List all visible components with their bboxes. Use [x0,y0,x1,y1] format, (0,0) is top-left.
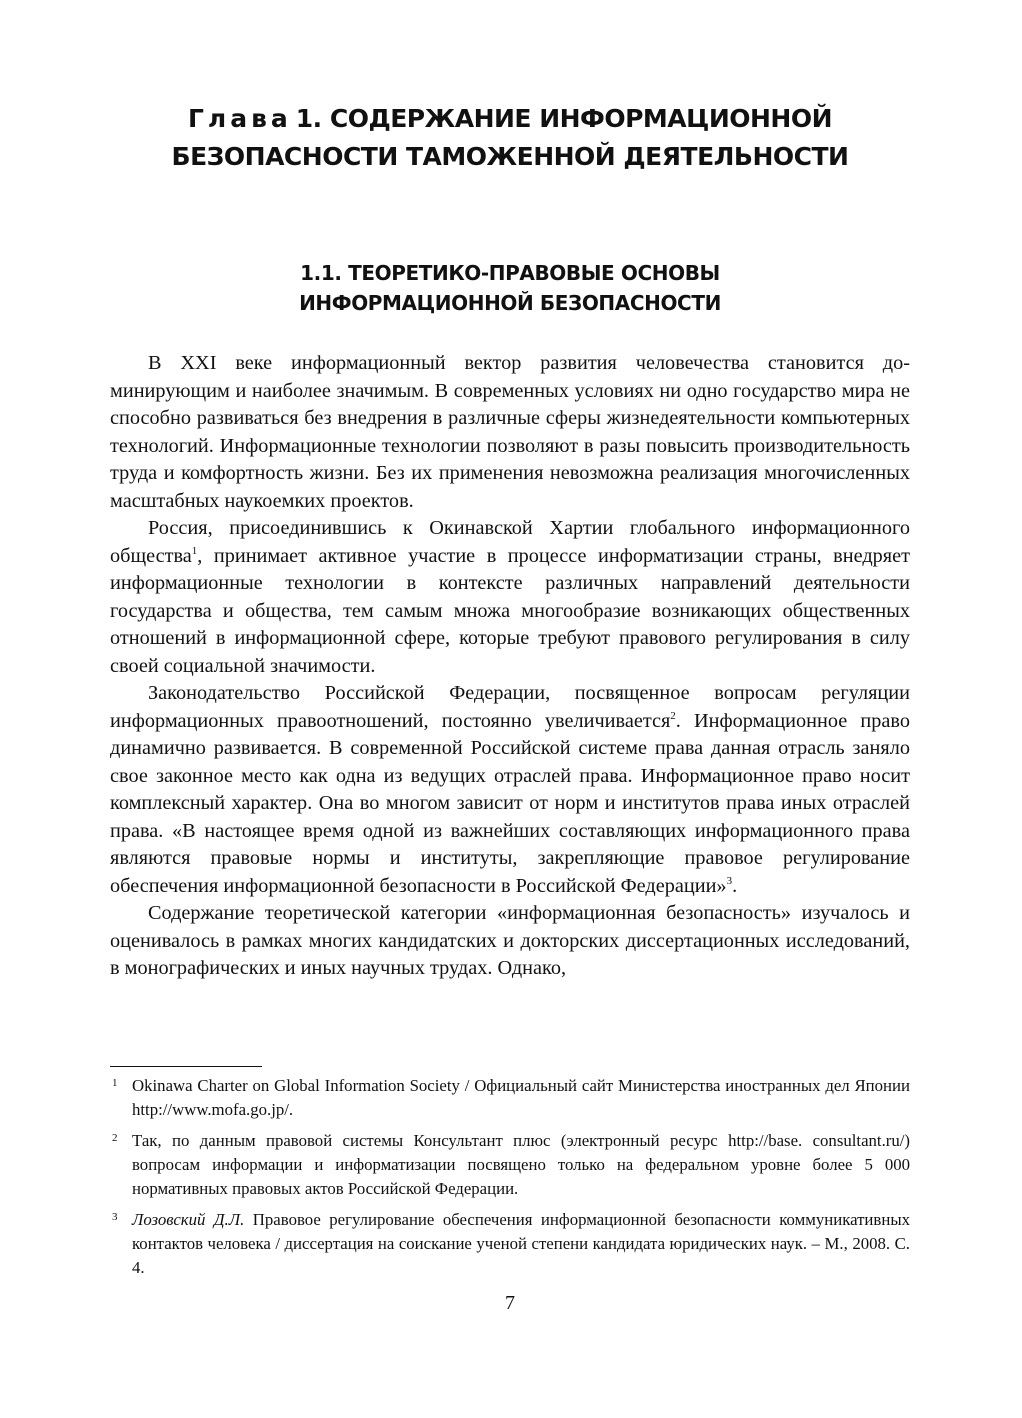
chapter-title-line-1 [110,100,910,138]
paragraph-2-part-1: Россия, присоединившись к Окинавской Хартии глобального информационного общества [110,517,910,567]
section-title-line-2: ИНФОРМАЦИОННОЙ БЕЗОПАСНОСТИ [299,291,721,315]
footnote-number: 2 [112,1132,118,1144]
paragraph-1: В XXI веке информационный вектор развития человечества становится доминирующим и наиболее значимым. В современных условиях ни одно государство мира не способно развиваться без внедрения в различные сферы жизнедеятельности компьютерных технологий. Информационные технологии позволяют в разы повысить производительность труда и комфортность жизни. Без их применения невозможна реализация многочисленных масштабных наукоемких проектов. [110,352,910,512]
footnote-number: 3 [112,1211,118,1223]
footnote-3 [110,1208,910,1280]
paragraph-2 [110,515,910,680]
paragraph-3-part-1: Законодательство Российской Федерации, посвященное вопросам регуляции информационных правоотношений, постоянно увеличивается [110,682,910,732]
section-title-line-1: 1.1. ТЕОРЕТИКО-ПРАВОВЫЕ ОСНОВЫ [300,261,720,285]
footnote-text: Правовое регулирование обеспечения информационной безопасности коммуникативных контактов человека / диссертация на соискание ученой степени кандидата юридических наук. – М., 2008. С. 4. [132,1210,910,1277]
body-text [110,350,910,983]
footnote-ref-3[interactable]: 3 [726,874,733,887]
footnotes [110,1074,910,1287]
footnote-divider [110,1066,262,1067]
paragraph-3-part-3: . [732,874,738,897]
paragraph-4: Содержание теоретической категории «информационная безопасность» изучалось и оценивалось в рамках многих кандидатских и докторских диссертационных исследований, в монографических и иных научных трудах. Однако, [110,902,910,979]
chapter-title [110,100,910,176]
chapter-title-text-1: 1. СОДЕРЖАНИЕ ИНФОРМАЦИОННОЙ [295,104,833,133]
paragraph-3 [110,680,910,900]
footnote-text: Так, по данным правовой системы Консультант плюс (электронный ресурс http://base. consultant.ru/) вопросам информации и информатизации посвящено только на федеральном уровне более 5 000 нормативных правовых актов Российской Федерации. [132,1131,910,1198]
paragraph-2-part-2: , принимает активное участие в процессе информатизации страны, внедряет информационные технологии в контексте различных направлений деятельности государства и общества, тем самым множа многообразие возникающих общественных отношений в информационной сфере, которые требуют правового регулирования в силу своей социальной значимости. [110,544,910,677]
document-page [110,0,910,1418]
footnote-number: 1 [112,1077,118,1089]
footnote-author: Лозовский Д.Л. [132,1210,245,1229]
footnote-1 [110,1074,910,1122]
footnote-ref-1[interactable]: 1 [191,544,198,557]
footnote-text: Okinawa Charter on Global Information Society / Официальный сайт Министерства иностранных дел Японии http://www.mofa.go.jp/. [132,1076,910,1119]
chapter-title-line-2: БЕЗОПАСНОСТИ ТАМОЖЕННОЙ ДЕЯТЕЛЬНОСТИ [171,142,849,171]
page-number: 7 [505,1292,515,1314]
paragraph-3-part-2: . Информационное право динамично развивается. В современной Российской системе права данная отрасль заняло свое законное место как одна из ведущих отраслей права. Информационное право носит комплексный характер. Она во многом зависит от норм и институтов права иных отраслей права. «В настоящее время одной из важнейших составляющих информационного права являются правовые нормы и институты, закрепляющие правовое регулирование обеспечения информационной безопасности в Российской Федерации» [110,709,910,897]
footnote-2 [110,1129,910,1201]
chapter-prefix: Глава [187,104,292,133]
footnote-ref-2[interactable]: 2 [670,709,676,722]
section-title [110,258,910,318]
